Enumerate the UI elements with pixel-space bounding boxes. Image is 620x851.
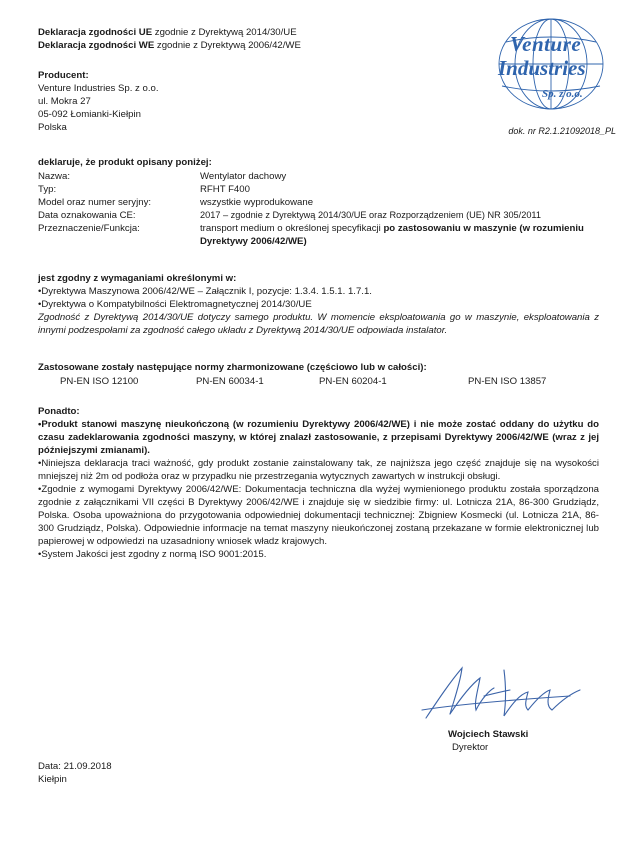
compliance-heading: jest zgodny z wymaganiami określonymi w: — [38, 273, 237, 284]
logo-word-industries: Industries — [498, 56, 586, 80]
title-line1-rest: zgodnie z Dyrektywą 2014/30/UE — [152, 27, 297, 38]
product-name-value: Wentylator dachowy — [200, 171, 287, 182]
product-model-row — [38, 196, 598, 209]
product-purpose-row — [38, 222, 598, 248]
product-model-label: Model oraz numer seryjny: — [38, 197, 152, 208]
standards-list — [60, 375, 600, 388]
footer-block — [38, 760, 112, 786]
producer-block — [38, 69, 338, 134]
product-date-value: 2017 – zgodnie z Dyrektywą 2014/30/UE oraz Rozporządzeniem (UE) NR 305/2011 — [200, 210, 541, 220]
further-block — [38, 405, 599, 561]
logo-word-venture: Venture — [510, 32, 582, 56]
producer-company: Venture Industries Sp. z o.o. — [38, 83, 159, 94]
signatory-title: Dyrektor — [452, 742, 489, 753]
footer-place: Kiełpin — [38, 774, 67, 785]
product-purpose-label: Przeznaczenie/Funkcja: — [38, 223, 140, 234]
compliance-block — [38, 272, 599, 337]
further-paragraph-2: •Niniejsza deklaracja traci ważność, gdy produkt zostanie zainstalowany tak, ze najniższa jego część znajduje się na wysokości mniejszej niż 2m od podłoża oraz w przypadku nie przestrzegania wytycznych zawartych w instrukcji obsługi. — [38, 458, 599, 482]
standard-item: PN-EN ISO 12100 — [60, 376, 139, 387]
producer-country: Polska — [38, 122, 67, 133]
further-paragraph-3: •Zgodnie z wymogami Dyrektywy 2006/42/WE: Dokumentacja techniczna dla wyżej wymienionego produktu została sporządzona zgodnie z załącznikami VII części B Dyrektywy 2006/42/WE i znajduje się w siedzibie firmy: ul. Lotnicza 21A, 86-300 Grudziądz, Polska. Osoba upoważniona do przygotowania odpowiedniej dokumentacji technicznej: Zbigniew Kosmecki (ul. Lotnicza 21A, 86-300 Grudziądz, Polska). Odpowiednie informacje na temat maszyny nieukończonej zostaną przekazane w formie elektronicznej lub papierowej w odpowiedzi na uzasadniony wniosek władz krajowych. — [38, 484, 599, 547]
title-line1-bold: Deklaracja zgodności UE — [38, 27, 153, 38]
compliance-item-emc: •Dyrektywa o Kompatybilności Elektromagnetycznej 2014/30/UE — [38, 299, 312, 310]
product-name-label: Nazwa: — [38, 171, 70, 182]
product-model-value: wszystkie wyprodukowane — [200, 197, 314, 208]
product-date-label: Data oznakowania CE: — [38, 210, 136, 221]
product-purpose-bold: po zastosowaniu w maszynie (w rozumieniu Dyrektywy 2006/42/WE) — [200, 223, 584, 247]
product-date-row — [38, 209, 598, 222]
standard-item: PN-EN 60034-1 — [196, 376, 264, 387]
declares-heading: deklaruje, że produkt opisany poniżej: — [38, 157, 212, 168]
product-type-label: Typ: — [38, 184, 57, 195]
product-type-row — [38, 183, 598, 196]
compliance-item-machinery: •Dyrektywa Maszynowa 2006/42/WE – Załącznik I, pozycje: 1.3.4. 1.5.1. 1.7.1. — [38, 286, 372, 297]
further-paragraph-4: •System Jakości jest zgodny z normą ISO 9001:2015. — [38, 549, 267, 560]
title-line2-bold: Deklaracja zgodności WE — [38, 40, 155, 51]
document-number: dok. nr R2.1.21092018_PL — [508, 126, 616, 136]
declaration-title — [38, 26, 478, 52]
logo-word-spzoo: Sp. z o.o. — [542, 88, 583, 100]
handwritten-signature — [420, 660, 590, 725]
further-paragraph-1: •Produkt stanowi maszynę nieukończoną (w rozumieniu Dyrektywy 2006/42/WE) i nie może zostać oddany do użytku do czasu zadeklarowania zgodności maszyny, w której znalazł zastosowanie, z przepisami Dyrektywy 2006/42/WE (wraz z jej późniejszymi zmianami). — [38, 419, 599, 456]
producer-label: Producent: — [38, 70, 89, 81]
compliance-note: Zgodność z Dyrektywą 2014/30/UE dotyczy samego produktu. W momencie eksploatowania go w maszynie, eksploatowania z innymi podzespołami za zgodność całego układu z Dyrektywą 2014/30/UE odpowiada instalator. — [38, 312, 599, 336]
product-purpose-text: transport medium o określonej specyfikacji — [200, 223, 384, 234]
standards-heading: Zastosowane zostały następujące normy zharmonizowane (częściowo lub w całości): — [38, 362, 427, 373]
standard-item: PN-EN 60204-1 — [319, 376, 387, 387]
producer-street: ul. Mokra 27 — [38, 96, 91, 107]
title-line2-rest: zgodnie z Dyrektywą 2006/42/WE — [154, 40, 301, 51]
producer-city: 05-092 Łomianki-Kiełpin — [38, 109, 141, 120]
signatory-block — [448, 728, 528, 754]
footer-date: Data: 21.09.2018 — [38, 761, 112, 772]
standard-item: PN-EN ISO 13857 — [468, 376, 547, 387]
signatory-name: Wojciech Stawski — [448, 729, 529, 740]
product-name-row — [38, 170, 598, 183]
company-logo — [488, 14, 614, 118]
further-heading: Ponadto: — [38, 406, 80, 417]
product-type-value: RFHT F400 — [200, 184, 250, 195]
